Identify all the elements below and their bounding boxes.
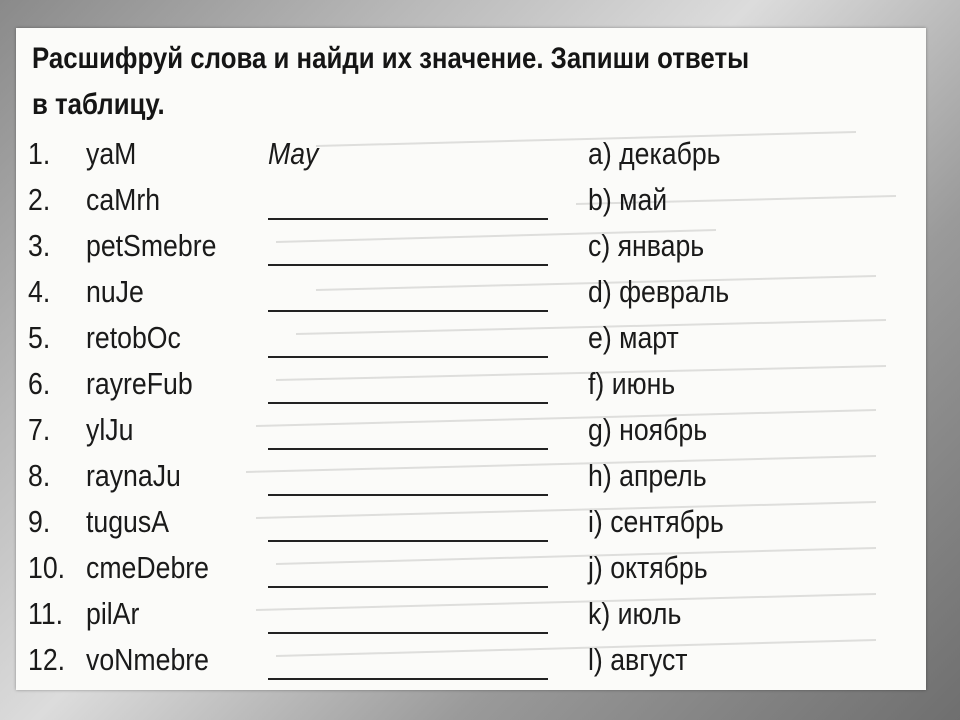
row-number: 12. bbox=[28, 642, 66, 677]
answer-blank-line[interactable] bbox=[268, 182, 548, 220]
scrambled-word: cmeDebre bbox=[86, 550, 209, 585]
scrambled-word: caMrh bbox=[86, 182, 161, 217]
answer-blank-line[interactable] bbox=[268, 642, 548, 680]
answer-blank-line[interactable] bbox=[268, 274, 548, 312]
instruction-line-1: Расшифруй слова и найди их значение. Запиши ответы bbox=[32, 42, 750, 75]
answer-blank-line[interactable] bbox=[268, 596, 548, 634]
answer-blank-line[interactable] bbox=[268, 366, 548, 404]
row-number: 9. bbox=[28, 504, 51, 539]
instruction-line-2: в таблицу. bbox=[32, 88, 165, 121]
exercise-row bbox=[16, 458, 926, 504]
answer-text: May bbox=[268, 136, 319, 171]
meaning-option: d) февраль bbox=[588, 274, 730, 309]
answer-blank-line[interactable] bbox=[268, 228, 548, 266]
exercise-row bbox=[16, 136, 926, 182]
row-number: 3. bbox=[28, 228, 51, 263]
scrambled-word: raynaJu bbox=[86, 458, 181, 493]
row-number: 7. bbox=[28, 412, 51, 447]
meaning-option: l) август bbox=[588, 642, 688, 677]
scrambled-word: tugusA bbox=[86, 504, 170, 539]
row-number: 10. bbox=[28, 550, 66, 585]
row-number: 8. bbox=[28, 458, 51, 493]
meaning-option: f) июнь bbox=[588, 366, 676, 401]
meaning-option: g) ноябрь bbox=[588, 412, 708, 447]
scrambled-word: ylJu bbox=[86, 412, 134, 447]
meaning-option: j) октябрь bbox=[588, 550, 708, 585]
worksheet-page bbox=[16, 28, 926, 690]
scrambled-word: rayreFub bbox=[86, 366, 193, 401]
answer-blank-line[interactable] bbox=[268, 550, 548, 588]
scrambled-word: retobOc bbox=[86, 320, 181, 355]
exercise-row bbox=[16, 596, 926, 642]
exercise-row bbox=[16, 228, 926, 274]
meaning-option: e) март bbox=[588, 320, 679, 355]
exercise-row bbox=[16, 182, 926, 228]
meaning-option: c) январь bbox=[588, 228, 705, 263]
scrambled-word: petSmebre bbox=[86, 228, 217, 263]
meaning-option: a) декабрь bbox=[588, 136, 721, 171]
exercise-row bbox=[16, 504, 926, 550]
row-number: 5. bbox=[28, 320, 51, 355]
scrambled-word: nuJe bbox=[86, 274, 144, 309]
row-number: 1. bbox=[28, 136, 51, 171]
scrambled-word: voNmebre bbox=[86, 642, 209, 677]
row-number: 4. bbox=[28, 274, 51, 309]
row-number: 11. bbox=[28, 596, 64, 631]
exercise-row bbox=[16, 274, 926, 320]
answer-blank-line[interactable] bbox=[268, 504, 548, 542]
answer-blank-line[interactable] bbox=[268, 458, 548, 496]
meaning-option: h) апрель bbox=[588, 458, 707, 493]
answer-blank-line[interactable] bbox=[268, 412, 548, 450]
meaning-option: b) май bbox=[588, 182, 668, 217]
row-number: 6. bbox=[28, 366, 51, 401]
scrambled-word: yaM bbox=[86, 136, 137, 171]
meaning-option: k) июль bbox=[588, 596, 682, 631]
exercise-row bbox=[16, 550, 926, 596]
instruction-heading bbox=[32, 36, 780, 128]
exercise-row bbox=[16, 366, 926, 412]
row-number: 2. bbox=[28, 182, 51, 217]
exercise-row bbox=[16, 642, 926, 688]
answer-blank-line[interactable] bbox=[268, 320, 548, 358]
exercise-row bbox=[16, 412, 926, 458]
exercise-row bbox=[16, 320, 926, 366]
answer-example bbox=[268, 136, 548, 172]
meaning-option: i) сентябрь bbox=[588, 504, 724, 539]
scrambled-word: pilAr bbox=[86, 596, 140, 631]
